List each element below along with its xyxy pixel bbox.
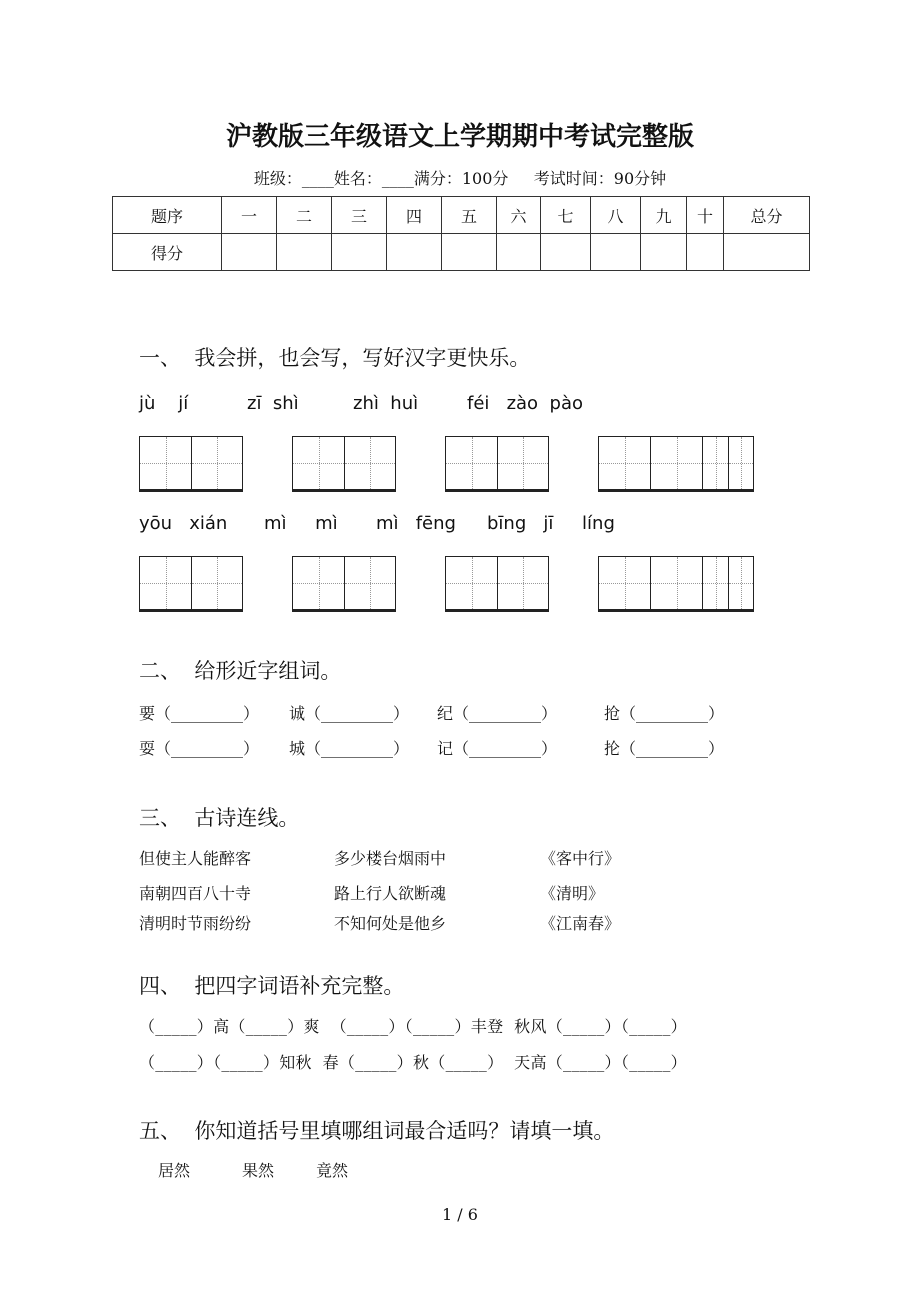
pinyin: féi zào pào: [467, 393, 583, 414]
poem-line: 南朝四百八十寺: [139, 884, 252, 903]
poem-title: 《清明》: [540, 884, 605, 903]
table-header-cell: 二: [277, 197, 332, 234]
idiom-row[interactable]: （_____）高（_____）爽 （_____）（_____）丰登 秋风（_____）（_____）: [139, 1017, 687, 1036]
writing-grid[interactable]: [292, 436, 396, 492]
writing-grid[interactable]: [292, 556, 396, 612]
fill-item[interactable]: 耍（_________）: [139, 739, 260, 758]
table-header-cell: 四: [387, 197, 442, 234]
word-option: 竟然: [316, 1161, 349, 1180]
student-info-line: 班级：____姓名：____满分：100分 考试时间：90分钟: [253, 169, 667, 188]
poem-line: 多少楼台烟雨中: [334, 849, 447, 868]
page-number: 1 / 6: [442, 1205, 478, 1224]
score-cell[interactable]: [442, 234, 497, 271]
writing-grid[interactable]: [445, 436, 549, 492]
table-header-cell: 五: [442, 197, 497, 234]
page-title: 沪教版三年级语文上学期期中考试完整版: [225, 122, 694, 152]
poem-line: 清明时节雨纷纷: [139, 914, 252, 933]
table-header-cell: 三: [332, 197, 387, 234]
section-2-heading: 二、 给形近字组词。: [139, 659, 342, 683]
section-5-heading: 五、 你知道括号里填哪组词最合适吗？请填一填。: [139, 1119, 615, 1143]
poem-title: 《江南春》: [540, 914, 621, 933]
fill-item[interactable]: 纪（_________）: [437, 704, 558, 723]
table-row: [113, 234, 810, 271]
word-option: 果然: [242, 1161, 275, 1180]
table-header-cell: 题序: [113, 197, 222, 234]
word-option: 居然: [158, 1161, 191, 1180]
table-header-cell: 六: [497, 197, 541, 234]
poem-line: 不知何处是他乡: [334, 914, 447, 933]
score-cell[interactable]: [497, 234, 541, 271]
writing-grid[interactable]: [598, 556, 754, 612]
writing-grid[interactable]: [445, 556, 549, 612]
table-header-cell: 总分: [724, 197, 810, 234]
pinyin: bīng jī líng: [487, 513, 615, 534]
fill-item[interactable]: 要（_________）: [139, 704, 260, 723]
pinyin: zī shì: [247, 393, 299, 414]
table-header-cell: 八: [591, 197, 641, 234]
poem-line: 路上行人欲断魂: [334, 884, 447, 903]
idiom-row[interactable]: （_____）（_____）知秋 春（_____）秋（_____） 天高（_____）（_____）: [139, 1053, 687, 1072]
section-1-heading: 一、 我会拼，也会写，写好汉字更快乐。: [139, 346, 531, 370]
score-cell[interactable]: [641, 234, 687, 271]
fill-item[interactable]: 城（_________）: [289, 739, 410, 758]
section-4-heading: 四、 把四字词语补充完整。: [139, 974, 405, 998]
fill-item[interactable]: 诚（_________）: [289, 704, 410, 723]
row-label: 得分: [113, 234, 222, 271]
table-header-cell: 一: [222, 197, 277, 234]
fill-item[interactable]: 记（_________）: [437, 739, 558, 758]
pinyin: yōu xián: [139, 513, 228, 534]
score-cell[interactable]: [541, 234, 591, 271]
table-header-cell: 七: [541, 197, 591, 234]
score-cell[interactable]: [277, 234, 332, 271]
score-cell[interactable]: [687, 234, 724, 271]
table-header-cell: 九: [641, 197, 687, 234]
score-cell[interactable]: [222, 234, 277, 271]
writing-grid[interactable]: [598, 436, 754, 492]
score-table: [112, 196, 810, 271]
score-cell[interactable]: [387, 234, 442, 271]
score-cell[interactable]: [591, 234, 641, 271]
writing-grid[interactable]: [139, 556, 243, 612]
score-cell[interactable]: [724, 234, 810, 271]
pinyin: mì mì: [264, 513, 338, 534]
fill-item[interactable]: 抢（_________）: [604, 704, 725, 723]
writing-grid[interactable]: [139, 436, 243, 492]
section-3-heading: 三、 古诗连线。: [139, 806, 300, 830]
table-row: [113, 197, 810, 234]
poem-line: 但使主人能醉客: [139, 849, 252, 868]
score-cell[interactable]: [332, 234, 387, 271]
pinyin: mì fēng: [376, 513, 456, 534]
table-header-cell: 十: [687, 197, 724, 234]
fill-item[interactable]: 抡（_________）: [604, 739, 725, 758]
pinyin: jù jí: [139, 393, 189, 414]
pinyin: zhì huì: [353, 393, 419, 414]
poem-title: 《客中行》: [540, 849, 621, 868]
